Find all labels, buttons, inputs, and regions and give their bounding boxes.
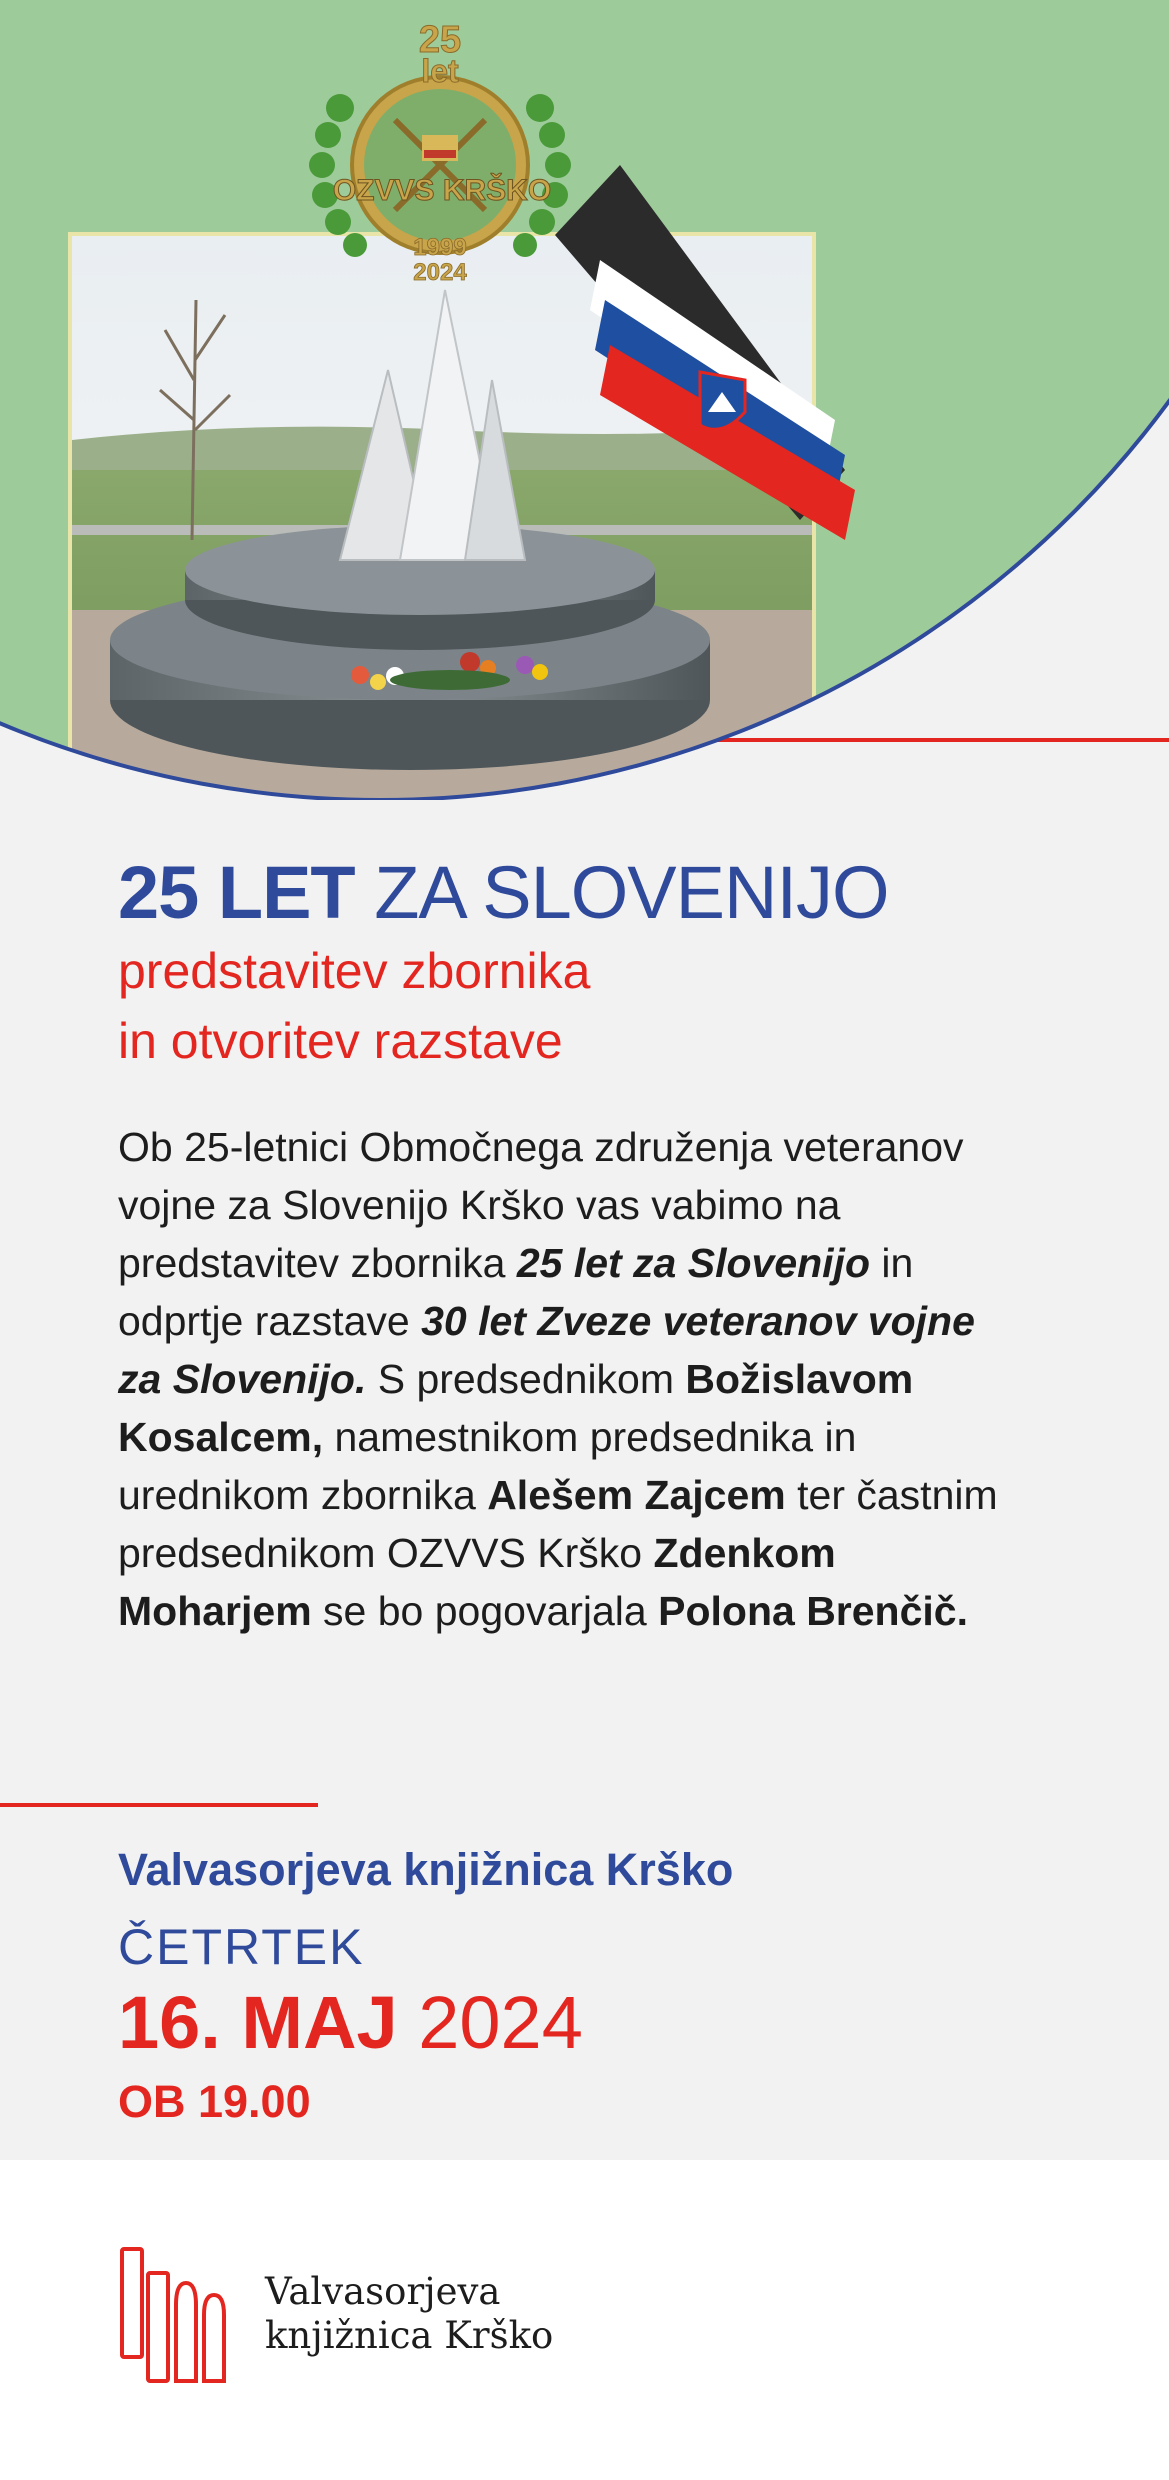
- emblem-org: OZVVS KRŠKO: [332, 174, 552, 207]
- event-date-day-month: 16. MAJ: [118, 1981, 398, 2064]
- event-heading: [118, 850, 1118, 1076]
- text-part-6: se bo pogovarjala: [311, 1588, 659, 1634]
- text-part-5: ter častnim predsednikom OZVVS Krško: [118, 1472, 998, 1576]
- invitation-text: [118, 1118, 1018, 1640]
- hero-illustration: [0, 0, 1169, 800]
- event-date-year: 2024: [418, 1981, 583, 2064]
- emblem-year-end: 2024: [413, 259, 467, 286]
- main-title-bold: 25 LET: [118, 851, 355, 934]
- library-logo-icon: [118, 2245, 228, 2385]
- divider-line: [0, 1803, 318, 1807]
- emblem-word: let: [421, 53, 459, 89]
- text-part-4: namestnikom predsednika in urednikom zbornika: [118, 1414, 857, 1518]
- subtitle-line-2: in otvoritev razstave: [118, 1013, 563, 1069]
- book-title: 25 let za Slovenijo: [516, 1240, 870, 1286]
- library-logo-text: [265, 2270, 553, 2358]
- text-part-2: in odprtje razstave: [118, 1240, 914, 1344]
- event-venue: Valvasorjeva knjižnica Krško: [118, 1844, 734, 1895]
- logo-line-2: knjižnica Krško: [265, 2314, 554, 2357]
- main-title: [118, 850, 1118, 936]
- emblem-year-start: 1999: [413, 234, 467, 261]
- main-title-rest: ZA SLOVENIJO: [374, 851, 889, 934]
- person-editor: Alešem Zajcem: [487, 1472, 786, 1518]
- emblem-number: 25: [418, 19, 462, 61]
- person-moderator: Polona Brenčič.: [658, 1588, 968, 1634]
- person-honorary-president: Zdenkom Moharjem: [118, 1530, 836, 1634]
- person-president: Božislavom Kosalcem,: [118, 1356, 914, 1460]
- event-date: [118, 1980, 583, 2066]
- text-part-1: Ob 25-letnici Območnega združenja veteranov vojne za Slovenijo Krško vas vabimo na predstavitev zbornika: [118, 1124, 964, 1286]
- logo-line-1: Valvasorjeva: [265, 2270, 501, 2313]
- event-time: OB 19.00: [118, 2076, 311, 2127]
- exhibition-title: 30 let Zveze veteranov vojne za Slovenijo.: [118, 1298, 975, 1402]
- event-weekday: ČETRTEK: [118, 1919, 365, 1975]
- subtitle-line-1: predstavitev zbornika: [118, 943, 591, 999]
- text-part-3: S predsednikom: [366, 1356, 686, 1402]
